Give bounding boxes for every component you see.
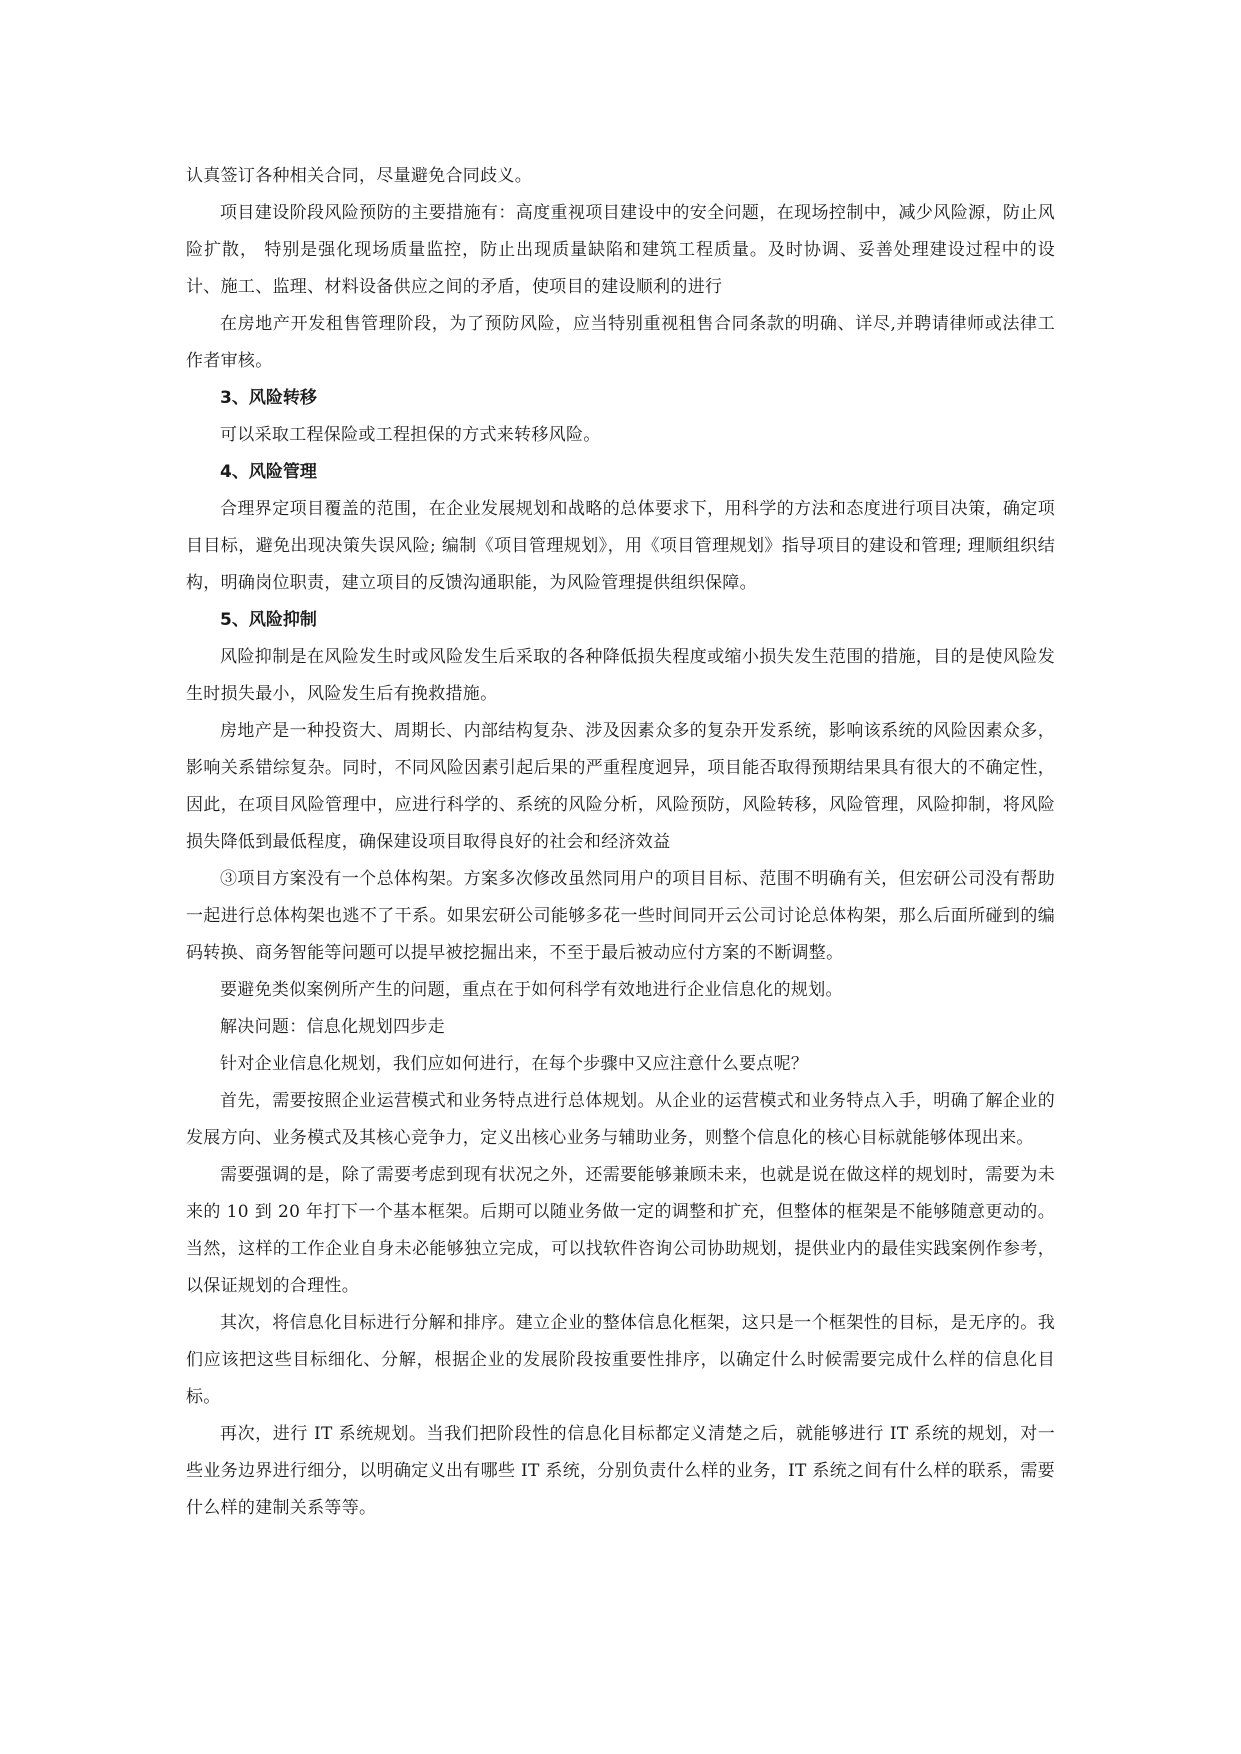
paragraph: 认真签订各种相关合同，尽量避免合同歧义。 <box>186 166 532 186</box>
paragraph: 其次，将信息化目标进行分解和排序。建立企业的整体信息化框架，这只是一个框架性的目标，是无序的。我们应该把这些目标细化、分解，根据企业的发展阶段按重要性排序，以确定什么时候需要完成什么样的信息化目标。 <box>186 1313 1055 1407</box>
paragraph: 解决问题：信息化规划四步走 <box>220 1017 445 1037</box>
paragraph: 在房地产开发租售管理阶段，为了预防风险，应当特别重视租售合同条款的明确、详尽,并聘请律师或法律工作者审核。 <box>186 314 1055 371</box>
paragraph: ③项目方案没有一个总体构架。方案多次修改虽然同用户的项目目标、范围不明确有关，但宏研公司没有帮助一起进行总体构架也逃不了干系。如果宏研公司能够多花一些时间同开云公司讨论总体构架，那么后面所碰到的编码转换、商务智能等问题可以提早被挖掘出来，不至于最后被动应付方案的不断调整。 <box>186 869 1055 963</box>
paragraph: 针对企业信息化规划，我们应如何进行，在每个步骤中又应注意什么要点呢？ <box>220 1054 809 1074</box>
paragraph: 要避免类似案例所产生的问题，重点在于如何科学有效地进行企业信息化的规划。 <box>220 980 843 1000</box>
paragraph: 项目建设阶段风险预防的主要措施有：高度重视项目建设中的安全问题，在现场控制中，减少风险源，防止风险扩散， 特别是强化现场质量监控，防止出现质量缺陷和建筑工程质量。及时协调、妥善处理建设过程中的设计、施工、监理、材料设备供应之间的矛盾，使项目的建设顺利的进行 <box>186 203 1055 297</box>
paragraph: 可以采取工程保险或工程担保的方式来转移风险。 <box>220 425 601 445</box>
paragraph: 首先，需要按照企业运营模式和业务特点进行总体规划。从企业的运营模式和业务特点入手，明确了解企业的发展方向、业务模式及其核心竞争力，定义出核心业务与辅助业务，则整个信息化的核心目标就能够体现出来。 <box>186 1091 1055 1148</box>
section-heading: 3、风险转移 <box>220 388 317 408</box>
paragraph: 合理界定项目覆盖的范围，在企业发展规划和战略的总体要求下，用科学的方法和态度进行项目决策，确定项目目标，避免出现决策失误风险; 编制《项目管理规划》，用《项目管理规划》指导项目的建设和管理; 理顺组织结构，明确岗位职责，建立项目的反馈沟通职能，为风险管理提供组织保障。 <box>186 499 1055 593</box>
paragraph: 需要强调的是，除了需要考虑到现有状况之外，还需要能够兼顾未来，也就是说在做这样的规划时，需要为未来的 10 到 20 年打下一个基本框架。后期可以随业务做一定的调整和扩充，但整体的框架是不能够随意更动的。当然，这样的工作企业自身未必能够独立完成，可以找软件咨询公司协助规划，提供业内的最佳实践案例作参考，以保证规划的合理性。 <box>186 1165 1055 1296</box>
paragraph: 房地产是一种投资大、周期长、内部结构复杂、涉及因素众多的复杂开发系统，影响该系统的风险因素众多，影响关系错综复杂。同时，不同风险因素引起后果的严重程度迥异，项目能否取得预期结果具有很大的不确定性，因此，在项目风险管理中，应进行科学的、系统的风险分析，风险预防，风险转移，风险管理，风险抑制，将风险损失降低到最低程度，确保建设项目取得良好的社会和经济效益 <box>186 721 1055 852</box>
section-heading: 5、风险抑制 <box>220 610 317 630</box>
section-heading: 4、风险管理 <box>220 462 317 482</box>
paragraph: 再次，进行 IT 系统规划。当我们把阶段性的信息化目标都定义清楚之后，就能够进行 IT 系统的规划，对一些业务边界进行细分，以明确定义出有哪些 IT 系统，分别负责什么样的业务，IT 系统之间有什么样的联系，需要什么样的建制关系等等。 <box>186 1424 1055 1518</box>
paragraph: 风险抑制是在风险发生时或风险发生后采取的各种降低损失程度或缩小损失发生范围的措施，目的是使风险发生时损失最小，风险发生后有挽救措施。 <box>186 647 1055 704</box>
